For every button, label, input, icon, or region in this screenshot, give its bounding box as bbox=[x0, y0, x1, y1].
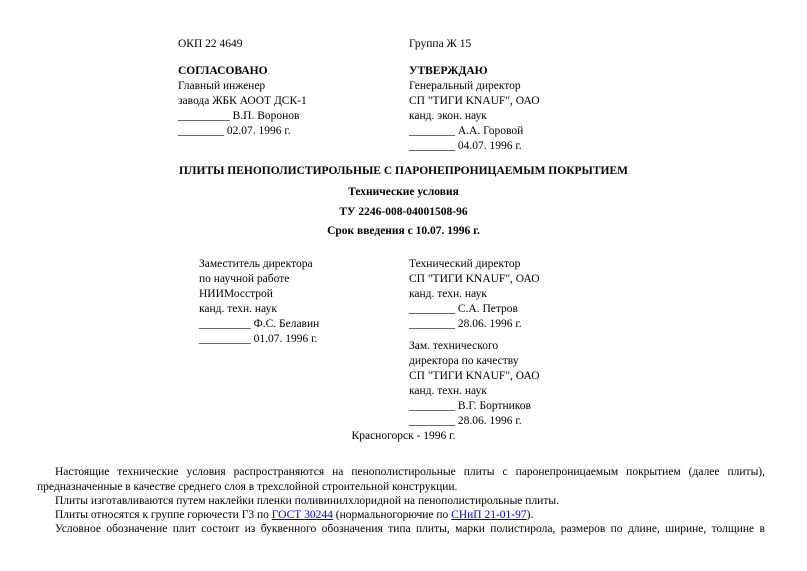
deputy-quality-line: СП "ТИГИ KNAUF", ОАО bbox=[409, 370, 540, 382]
snip-21-01-97-link[interactable]: СНиП 21-01-97 bbox=[451, 509, 527, 521]
approved-date: ________ 04.07. 1996 г. bbox=[409, 140, 522, 152]
approved-title: УТВЕРЖДАЮ bbox=[409, 65, 488, 77]
approved-org: СП "ТИГИ KNAUF", ОАО bbox=[409, 95, 540, 107]
deputy-research-line: канд. техн. наук bbox=[199, 303, 277, 315]
deputy-quality-date: ________ 28.06. 1996 г. bbox=[409, 415, 522, 427]
deputy-quality-line: директора по качеству bbox=[409, 355, 519, 367]
body-paragraph-3-text: (нормальногорючие по bbox=[332, 509, 452, 521]
deputy-quality-block bbox=[409, 339, 540, 429]
agreed-block bbox=[178, 64, 307, 139]
deputy-quality-signature: ________ В.Г. Бортников bbox=[409, 400, 531, 412]
deputy-quality-line: Зам. технического bbox=[409, 340, 499, 352]
deputy-research-line: Заместитель директора bbox=[199, 258, 313, 270]
gost-30244-link[interactable]: ГОСТ 30244 bbox=[271, 509, 333, 521]
document-title: ПЛИТЫ ПЕНОПОЛИСТИРОЛЬНЫЕ С ПАРОНЕПРОНИЦАЕМЫМ ПОКРЫТИЕМ bbox=[178, 165, 628, 177]
document-code: ТУ 2246-008-04001508-96 bbox=[339, 206, 468, 218]
okp-code: ОКП 22 4649 bbox=[178, 38, 243, 50]
deputy-research-line: НИИМосстрой bbox=[199, 288, 273, 300]
agreed-org: завода ЖБК АООТ ДСК-1 bbox=[178, 95, 307, 107]
deputy-research-line: по научной работе bbox=[199, 273, 290, 285]
body-paragraph-2: Плиты изготавливаются путем наклейки пленки поливинилхлоридной на пенополистирольные плиты. bbox=[55, 495, 559, 507]
body-paragraph-3 bbox=[37, 508, 765, 523]
deputy-research-date: _________ 01.07. 1996 г. bbox=[199, 333, 318, 345]
agreed-date: ________ 02.07. 1996 г. bbox=[178, 125, 291, 137]
approved-signature: ________ А.А. Горовой bbox=[409, 125, 524, 137]
body-paragraph-4: Условное обозначение плит состоит из буквенного обозначения типа плиты, марки полистирола, размеров по длине, ширине, толщине в bbox=[55, 523, 765, 535]
place-year: Красногорск - 1996 г. bbox=[351, 430, 456, 442]
agreed-title: СОГЛАСОВАНО bbox=[178, 65, 268, 77]
effective-date: Срок введения с 10.07. 1996 г. bbox=[327, 225, 480, 237]
document-subtitle: Технические условия bbox=[348, 186, 459, 198]
deputy-research-block bbox=[199, 257, 319, 347]
body-paragraph-3-text: Плиты относятся к группе горючести Г3 по bbox=[55, 509, 272, 521]
tech-director-line: канд. техн. наук bbox=[409, 288, 487, 300]
tech-director-signature: ________ С.А. Петров bbox=[409, 303, 518, 315]
deputy-research-signature: _________ Ф.С. Белавин bbox=[199, 318, 320, 330]
body-paragraph-3-text: ). bbox=[526, 509, 534, 521]
tech-director-block bbox=[409, 257, 540, 332]
body-paragraph-1: Настоящие технические условия распространяются на пенополистирольные плиты с паронепроницаемым покрытием (далее плиты), предназначенные в качестве среднего слоя в трехслойной строительной конструкции. bbox=[37, 466, 765, 493]
approved-position: Генеральный директор bbox=[409, 80, 521, 92]
agreed-position: Главный инженер bbox=[178, 80, 266, 92]
tech-director-line: Технический директор bbox=[409, 258, 521, 270]
approved-block bbox=[409, 64, 540, 154]
group-code: Группа Ж 15 bbox=[409, 38, 472, 50]
approved-degree: канд. экон. наук bbox=[409, 110, 487, 122]
deputy-quality-line: канд. техн. наук bbox=[409, 385, 487, 397]
agreed-signature: _________ В.П. Воронов bbox=[178, 110, 300, 122]
tech-director-date: ________ 28.06. 1996 г. bbox=[409, 318, 522, 330]
tech-director-line: СП "ТИГИ KNAUF", ОАО bbox=[409, 273, 540, 285]
